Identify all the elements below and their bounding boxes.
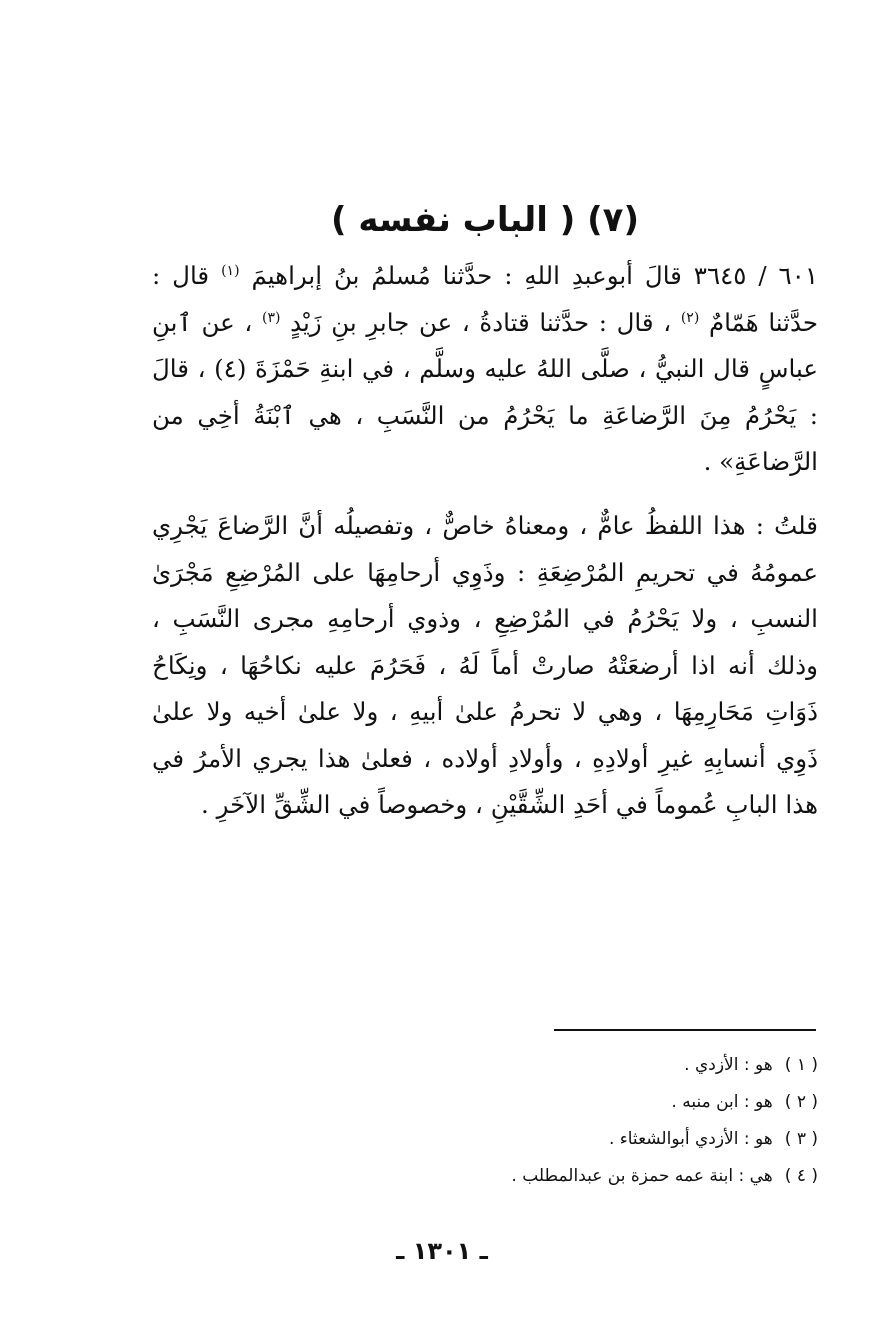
- footnote-item: [398, 1084, 818, 1121]
- footnotes-list: [398, 1047, 818, 1195]
- footnote-item: [398, 1047, 818, 1084]
- footnote-ref-1: (١): [221, 262, 240, 279]
- footnote-text: هو : ابن منبه .: [671, 1092, 773, 1112]
- page-number: ـ ١٣٠١ ـ: [396, 1237, 488, 1265]
- footnote-number: ( ٢ ): [784, 1092, 818, 1112]
- hadith-part-5: ، قالَ : يَحْرُمُ مِنَ الرَّضاعَةِ ما يَحْرُمُ من النَّسَبِ ، هي ٱبْنَةُ أخِي من الرَّضاعَةِ» .: [152, 354, 818, 476]
- hadith-text: [152, 253, 818, 486]
- footnote-ref-4: (٤): [214, 354, 247, 383]
- hadith-part-1: ٦٠١ / ٣٦٤٥ قالَ أبوعبدِ اللهِ : حدَّثنا مُسلمُ بنُ إبراهيمَ: [251, 261, 818, 290]
- hadith-part-3: ، قال : حدَّثنا قتادةُ ، عن جابرِ بنِ زَيْدٍ: [290, 307, 672, 337]
- footnote-number: ( ٣ ): [784, 1129, 818, 1149]
- footnote-number: ( ٤ ): [784, 1166, 818, 1186]
- footnote-text: هو : الأزدي أبوالشعثاء .: [608, 1129, 773, 1149]
- footnote-text: هو : الأزدي .: [684, 1055, 773, 1075]
- footnote-item: [398, 1121, 818, 1158]
- footnote-ref-3: (٣): [261, 309, 281, 326]
- footnote-text: هي : ابنة عمه حمزة بن عبدالمطلب .: [511, 1166, 773, 1186]
- commentary-text: قلتُ : هذا اللفظُ عامٌّ ، ومعناهُ خاصٌّ ، وتفصيلُه أنَّ الرَّضاعَ يَجْرِي عمومُهُ في تحريمِ المُرْضِعَةِ : وذَوِي أرحامِهَا على المُرْضِعِ مَجْرَىٰ النسبِ ، ولا يَحْرُمُ في المُرْضِعِ ، وذوي أرحامِهِ مجرى النَّسَبِ ، وذلك أنه اذا أرضعَتْهُ صارتْ أماً لَهُ ، فَحَرُمَ عليه نكاحُهَا ، ونِكَاحُ ذَوَاتِ مَحَارِمِهَا ، وهي لا تحرمُ علىٰ أبيهِ ، ولا علىٰ أخيه ولا علىٰ ذَوِي أنسابِهِ غيرِ أولادِهِ ، وأولادِ أولاده ، فعلىٰ هذا يجري الأمرُ في هذا البابِ عُموماً في أحَدِ الشِّقَّيْنِ ، وخصوصاً في الشِّقِّ الآخَرِ .: [152, 511, 818, 819]
- hadith-part-4: ، عن ٱبنِ عباسٍ قال النبيُّ ، صلَّى اللهُ عليه وسلَّم ، في ابنةِ حَمْزَةَ: [152, 307, 818, 383]
- footnote-separator: [554, 1029, 816, 1031]
- chapter-title: (٧) ( الباب نفسه ): [331, 200, 639, 240]
- footnote-ref-2: (٢): [680, 309, 700, 326]
- hadith-part-2: قال : حدَّثنا هَمّامٌ: [152, 261, 819, 337]
- footnote-number: ( ١ ): [784, 1055, 818, 1075]
- footnote-item: [398, 1158, 818, 1195]
